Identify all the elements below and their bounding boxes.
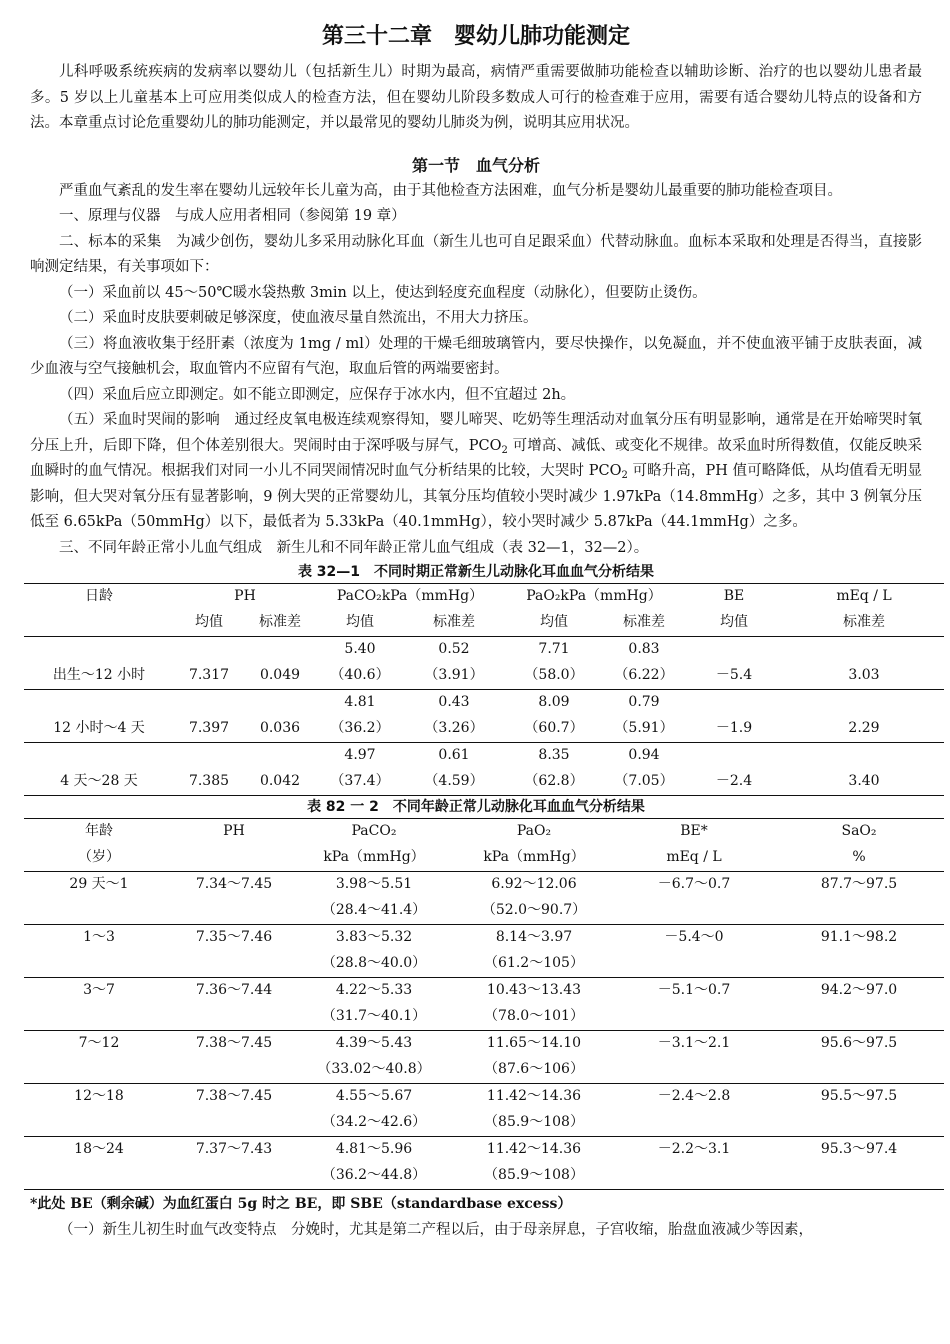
table-row: 5.40 0.52 7.71 0.83 <box>24 637 944 664</box>
table-caption: 表 82 一 2 不同年龄正常儿动脉化耳血血气分析结果 <box>307 799 645 815</box>
section-title: 第一节 血气分析 <box>411 155 540 175</box>
intro-paragraph: 儿科呼吸系统疾病的发病率以婴幼儿（包括新生儿）时期为最高，病情严重需要做肺功能检查以辅助诊断、治疗的也以婴幼儿患者最多。5 岁以上儿童基本上可应用类似成人的检查方法，但在婴幼儿阶段多数成人可行的检查难于应用，需要有适合婴幼儿特点的设备和方法。本章重点讨论危重婴幼儿的肺功能测定，并以最常见的婴幼儿肺炎为例，说明其应用状况。 <box>30 64 922 131</box>
table-row: 3～7 7.36～7.44 4.22～5.33 10.43～13.43 －5.1～0.7 94.2～97.0 <box>24 978 944 1005</box>
table-newborn-blood-gas <box>24 583 944 796</box>
list-item: （一）采血前以 45～50℃暖水袋热敷 3min 以上，使达到轻度充血程度（动脉化），但要防止烫伤。 <box>59 284 707 301</box>
table-row: 1～3 7.35～7.46 3.83～5.32 8.14～3.97 －5.4～0 91.1～98.2 <box>24 925 944 952</box>
table-row: （33.02～40.8） （87.6～106） <box>317 1061 584 1078</box>
paragraph: 二、标本的采集 为减少创伤，婴幼儿多采用动脉化耳血（新生儿也可自足跟采血）代替动脉血。血标本采取和处理是否得当，直接影响测定结果，有关事项如下： <box>30 233 922 275</box>
table-row: （28.8～40.0） （61.2～105） <box>321 955 584 972</box>
table-row: （31.7～40.1） （78.0～101） <box>321 1008 584 1025</box>
table-child-blood-gas <box>24 818 944 1190</box>
chapter-title: 第三十二章 婴幼儿肺功能测定 <box>321 24 630 49</box>
list-item: （五）采血时哭闹的影响 通过经皮氧电极连续观察得知，婴儿啼哭、吃奶等生理活动对血氧分压有明显影响，通常是在开始啼哭时氧分压上升，后即下降，但个体差别很大。哭闹时由于深呼吸与屏气，$PCO_2$ 可增高、减低、或变化不规律。故采血时所得数值，仅能反映采血瞬时的血气情况。根据我们对同一小儿不同哭闹情况时血气分析结果的比较，大哭时 $PCO_2$ 可略升高，PH 值可略降低，从均值看无明显影响，但大哭对氧分压有显著影响，9 例大哭的正常婴幼儿，其氧分压均值较小哭时减少 1.97kPa（14.8mmHg）之多，其中 3 例氧分压低至 6.65kPa（50mmHg）以下，最低者为 5.33kPa（40.1mmHg），较小哭时减少 5.87kPa（44.1mmHg）之多。 <box>30 412 923 530</box>
table-row: （36.2～44.8） （85.9～108） <box>24 1163 944 1190</box>
table-row: 4.97 0.61 8.35 0.94 <box>24 743 944 770</box>
table-header-row: 均值 标准差 均值 标准差 均值 标准差 均值 标准差 <box>195 614 885 631</box>
table-row: 4.81 0.43 8.09 0.79 <box>24 690 944 717</box>
table-row: 18～24 7.37～7.43 4.81～5.96 11.42～14.36 －2.2～3.1 95.3～97.4 <box>24 1137 944 1164</box>
table-header-row: 日龄 PH PaCO₂kPa（mmHg） PaO₂kPa（mmHg） BE mEq / L <box>24 584 944 611</box>
table-row: （28.4～41.4） （52.0～90.7） <box>321 902 587 919</box>
table-header-row: （岁） kPa（mmHg） kPa（mmHg） mEq / L % <box>78 849 866 866</box>
table-header-row: 年龄 PH PaCO₂ PaO₂ BE* SaO₂ <box>24 819 944 846</box>
table-row: 7～12 7.38～7.45 4.39～5.43 11.65～14.10 －3.1～2.1 95.6～97.5 <box>24 1031 944 1058</box>
table-row: （34.2～42.6） （85.9～108） <box>321 1114 584 1131</box>
list-item: （二）采血时皮肤要刺破足够深度，使血液尽量自然流出，不用大力挤压。 <box>59 310 538 326</box>
table-row: 29 天～1 7.34～7.45 3.98～5.51 6.92～12.06 －6.7～0.7 87.7～97.5 <box>24 872 944 899</box>
list-item: （四）采血后应立即测定。如不能立即测定，应保存于冰水内，但不宜超过 2h。 <box>59 386 576 403</box>
table-row: 出生～12 小时 7.317 0.049 （40.6） （3.91） （58.0） （6.22） －5.4 3.03 <box>52 667 880 684</box>
paragraph: 一、原理与仪器 与成人应用者相同（参阅第 19 章） <box>59 208 406 224</box>
table-caption: 表 32—1 不同时期正常新生儿动脉化耳血血气分析结果 <box>297 564 655 580</box>
paragraph: （一）新生儿初生时血气改变特点 分娩时，尤其是第二产程以后，由于母亲屏息，子宫收缩，胎盘血液减少等因素， <box>59 1221 813 1238</box>
list-item: （三）将血液收集于经肝素（浓度为 1mg / ml）处理的干燥毛细玻璃管内，要尽快操作，以免凝血，并不使血液平铺于皮肤表面，减少血液与空气接触机会，取血管内不应留有气泡，取血后管的两端要密封。 <box>30 335 922 377</box>
table-footnote: *此处 BE（剩余碱）为血红蛋白 5g 时之 BE，即 SBE（standardbase excess） <box>30 1196 572 1212</box>
table-row: 4 天～28 天 7.385 0.042 （37.4） （4.59） （62.8） （7.05） －2.4 3.40 <box>24 769 944 796</box>
table-row: 12～18 7.38～7.45 4.55～5.67 11.42～14.36 －2.4～2.8 95.5～97.5 <box>24 1084 944 1111</box>
paragraph: 三、不同年龄正常小儿血气组成 新生儿和不同年龄正常儿血气组成（表 32—1，32—2）。 <box>59 539 649 556</box>
paragraph: 严重血气紊乱的发生率在婴幼儿远较年长儿童为高，由于其他检查方法困难，血气分析是婴幼儿最重要的肺功能检查项目。 <box>59 182 842 199</box>
table-row: 12 小时～4 天 7.397 0.036 （36.2） （3.26） （60.7） （5.91） －1.9 2.29 <box>53 720 880 737</box>
